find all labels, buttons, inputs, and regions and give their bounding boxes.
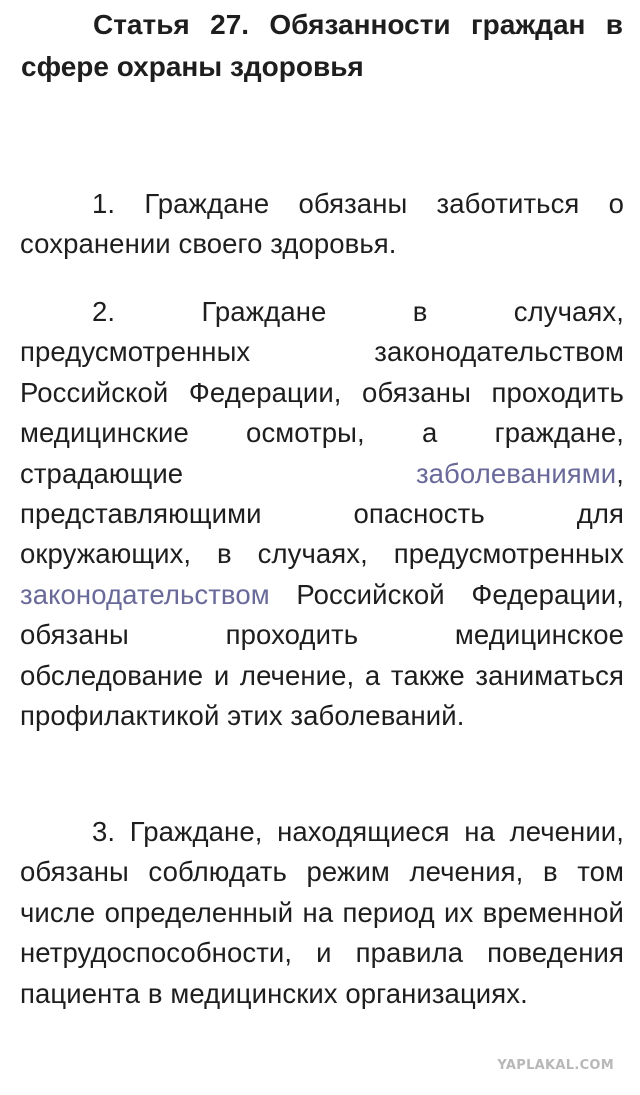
paragraph-2-text-part2: , представляющими опасность для окружающих, в случаях, предусмотренных bbox=[20, 457, 624, 570]
paragraph-2-text-part1: 2. Граждане в случаях, предусмотренных законодательством Российской Федерации, обязаны проходить медицинские осмотры, а граждане, страдающие bbox=[20, 296, 624, 489]
link-legislation[interactable]: законодательством bbox=[20, 578, 270, 610]
site-watermark: YAPLAKAL.COM bbox=[497, 1058, 614, 1073]
paragraph-2 bbox=[20, 292, 624, 736]
article-title: Статья 27. Обязанности граждан в сфере охраны здоровья bbox=[21, 9, 623, 82]
link-diseases[interactable]: заболеваниями bbox=[415, 457, 617, 489]
paragraph-3: 3. Граждане, находящиеся на лечении, обязаны соблюдать режим лечения, в том числе определенный на период их временной нетрудоспособности, и правила поведения пациента в медицинских организациях. bbox=[20, 816, 624, 1009]
paragraph-1: 1. Граждане обязаны заботиться о сохранении своего здоровья. bbox=[20, 188, 624, 260]
paragraph-2-text-part3: Российской Федерации, обязаны проходить медицинское обследование и лечение, а также заниматься профилактикой этих заболеваний. bbox=[20, 578, 624, 732]
